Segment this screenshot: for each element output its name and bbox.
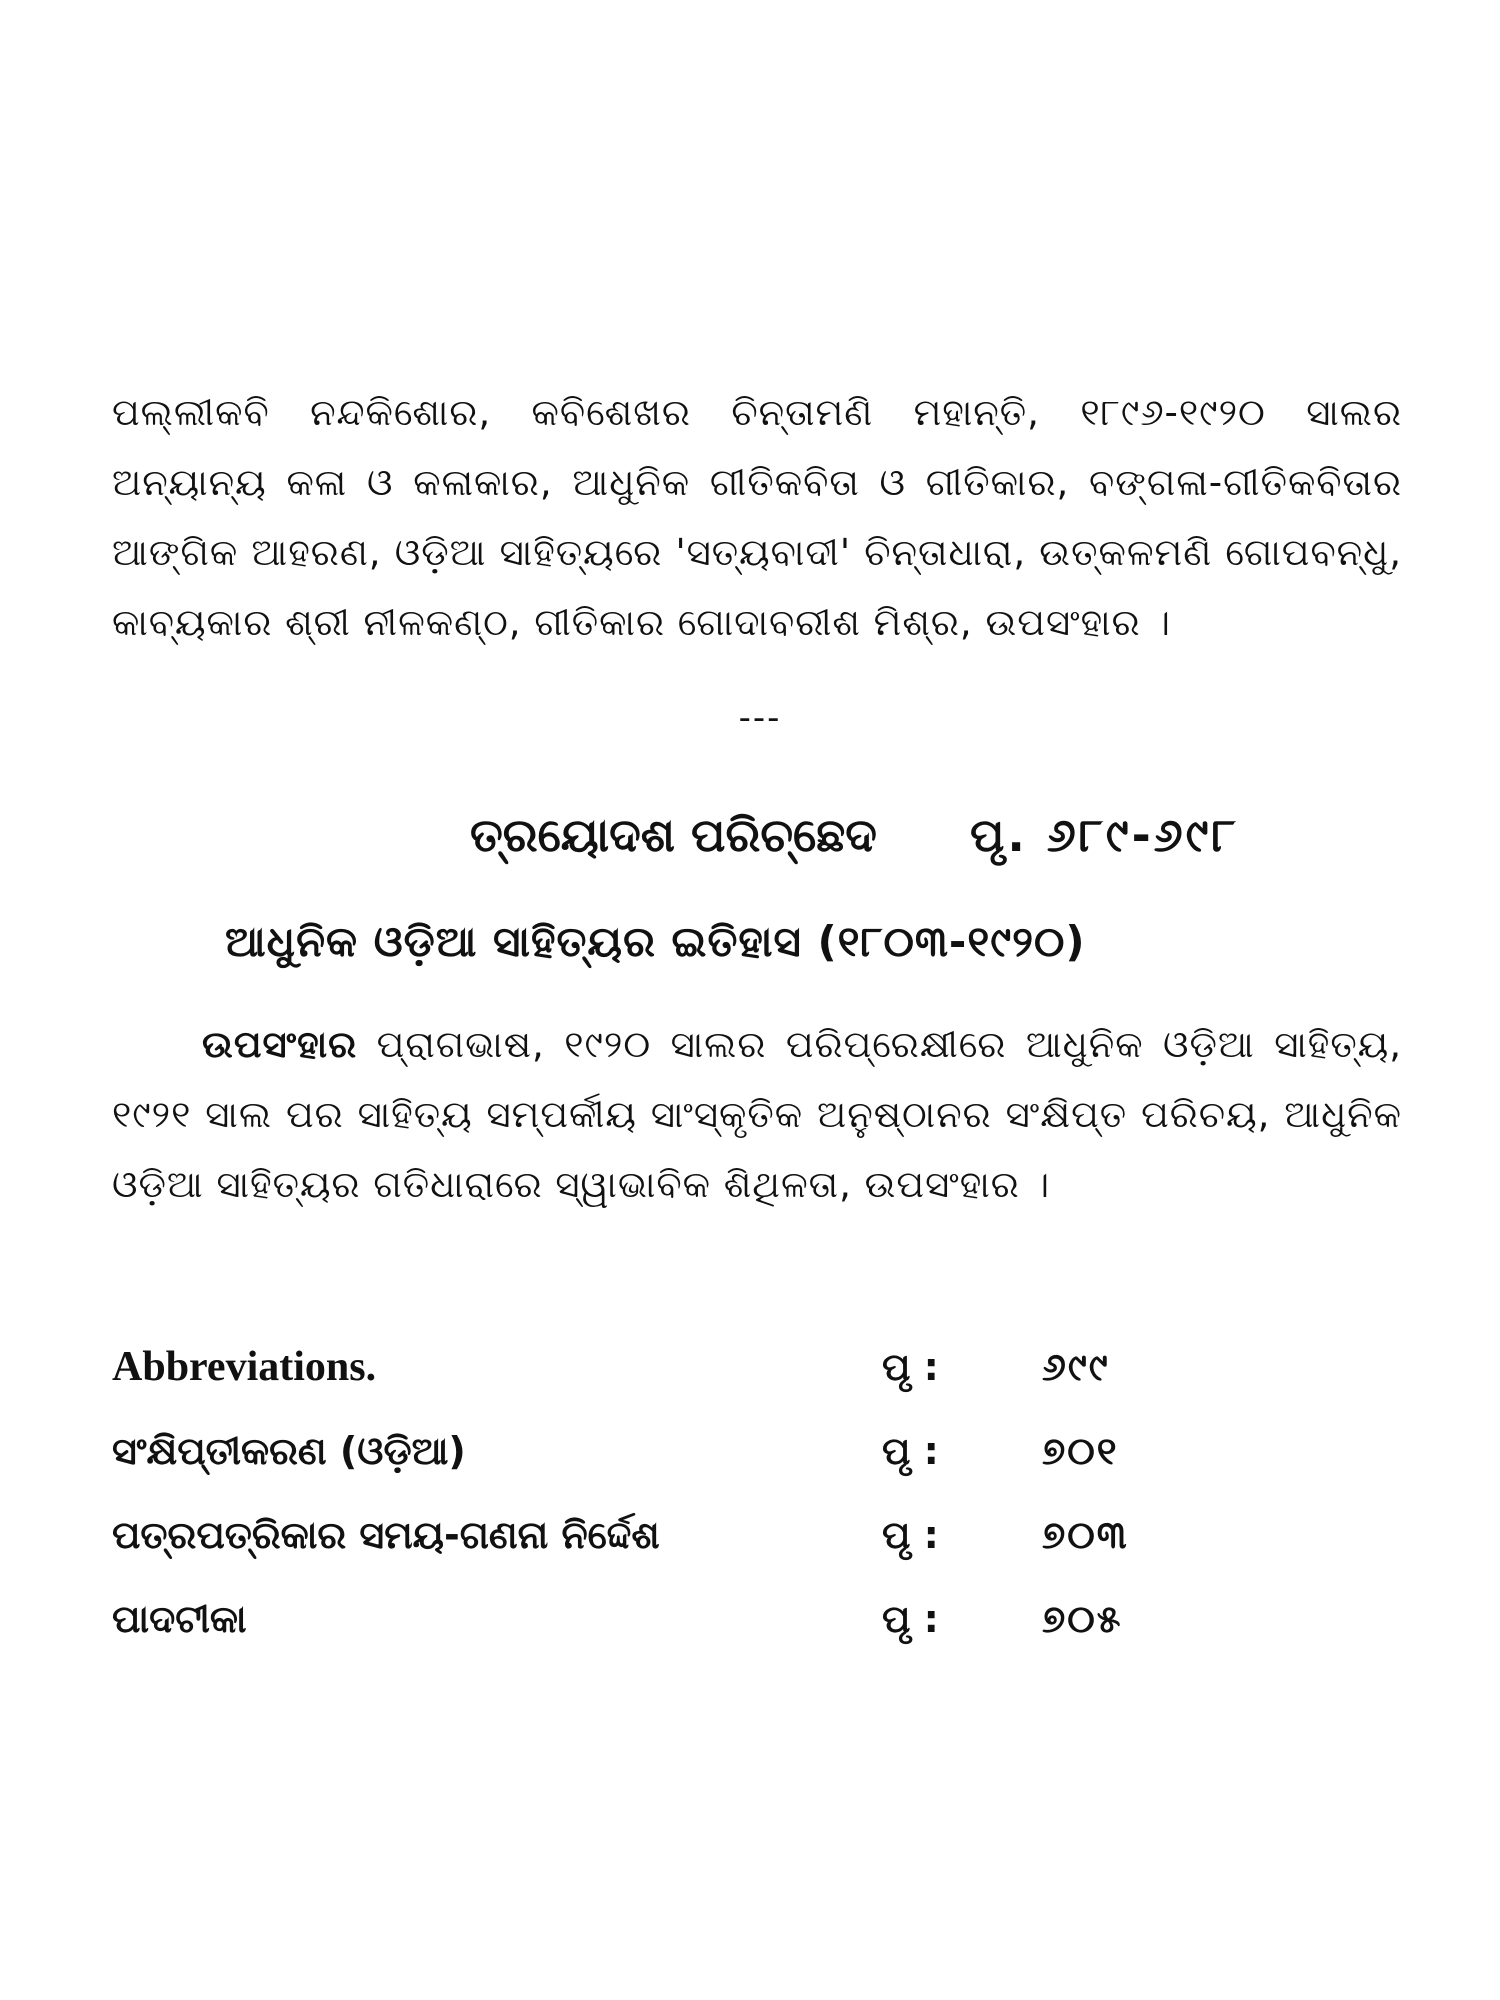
- toc-page-prefix: ପୃ :: [882, 1429, 939, 1473]
- chapter-title: ତ୍ରୟୋଦଶ ପରିଚ୍ଛେଦ: [470, 808, 877, 862]
- toc-page-prefix: ପୃ :: [882, 1513, 939, 1557]
- appendix-toc: [112, 1325, 1312, 1661]
- chapter-page-range: ପୃ. ୬୮୯-୬୯୮: [970, 808, 1239, 862]
- toc-label: ପାଦଟୀକା: [112, 1597, 247, 1641]
- toc-row: [112, 1325, 1312, 1409]
- paragraph-lead-word: ଉପସଂହାର: [202, 1023, 358, 1066]
- toc-row: [112, 1493, 1312, 1577]
- contents-paragraph-mid: [112, 1010, 1402, 1220]
- toc-page-number: ୬୯୯: [1042, 1345, 1110, 1389]
- toc-page-prefix: ପୃ :: [882, 1597, 939, 1641]
- toc-page-prefix: ପୃ :: [882, 1345, 939, 1389]
- toc-row: [112, 1409, 1312, 1493]
- paragraph-body: ପ୍ରାଗଭାଷ, ୧୯୨୦ ସାଲର ପରିପ୍ରେକ୍ଷୀରେ ଆଧୁନିକ ଓଡ଼ିଆ ସାହିତ୍ୟ, ୧୯୨୧ ସାଲ ପର ସାହିତ୍ୟ ସମ୍ପର୍କୀୟ ସାଂସ୍କୃତିକ ଅନୁଷ୍ଠାନର ସଂକ୍ଷିପ୍ତ ପରିଚୟ, ଆଧୁନିକ ଓଡ଼ିଆ ସାହିତ୍ୟର ଗତିଧାରାରେ ସ୍ୱାଭାବିକ ଶିଥିଳତା, ଉପସଂହାର ।: [112, 1023, 1402, 1206]
- section-title: ଆଧୁନିକ ଓଡ଼ିଆ ସାହିତ୍ୟର ଇତିହାସ (୧୮୦୩-୧୯୨୦): [225, 917, 1086, 966]
- chapter-heading: [470, 800, 1410, 870]
- toc-page-number: ୭୦୫: [1042, 1597, 1123, 1641]
- toc-page-number: ୭୦୧: [1042, 1429, 1119, 1473]
- toc-page-number: ୭୦୩: [1042, 1513, 1129, 1557]
- contents-paragraph-top: ପଲ୍ଲୀକବି ନନ୍ଦକିଶୋର, କବିଶେଖର ଚିନ୍ତାମଣି ମହାନ୍ତି, ୧୮୯୬-୧୯୨୦ ସାଲର ଅନ୍ୟାନ୍ୟ କଳା ଓ କଳାକାର, ଆଧୁନିକ ଗୀତିକବିତା ଓ ଗୀତିକାର, ବଙ୍ଗଳା-ଗୀତିକବିତାର ଆଙ୍ଗିକ ଆହରଣ, ଓଡ଼ିଆ ସାହିତ୍ୟରେ 'ସତ୍ୟବାଦୀ' ଚିନ୍ତାଧାରା, ଉତ୍କଳମଣି ଗୋପବନ୍ଧୁ, କାବ୍ୟକାର ଶ୍ରୀ ନୀଳକଣ୍ଠ, ଗୀତିକାର ଗୋଦାବରୀଶ ମିଶ୍ର, ଉପସଂହାର ।: [112, 391, 1402, 644]
- toc-label: Abbreviations.: [112, 1344, 377, 1390]
- toc-label: ପତ୍ରପତ୍ରିକାର ସମୟ-ଗଣନା ନିର୍ଦ୍ଦେଶ: [112, 1513, 660, 1557]
- toc-label: ସଂକ୍ଷିପ୍ତୀକରଣ (ଓଡ଼ିଆ): [112, 1429, 466, 1473]
- toc-row: [112, 1577, 1312, 1661]
- section-separator: ---: [738, 698, 782, 738]
